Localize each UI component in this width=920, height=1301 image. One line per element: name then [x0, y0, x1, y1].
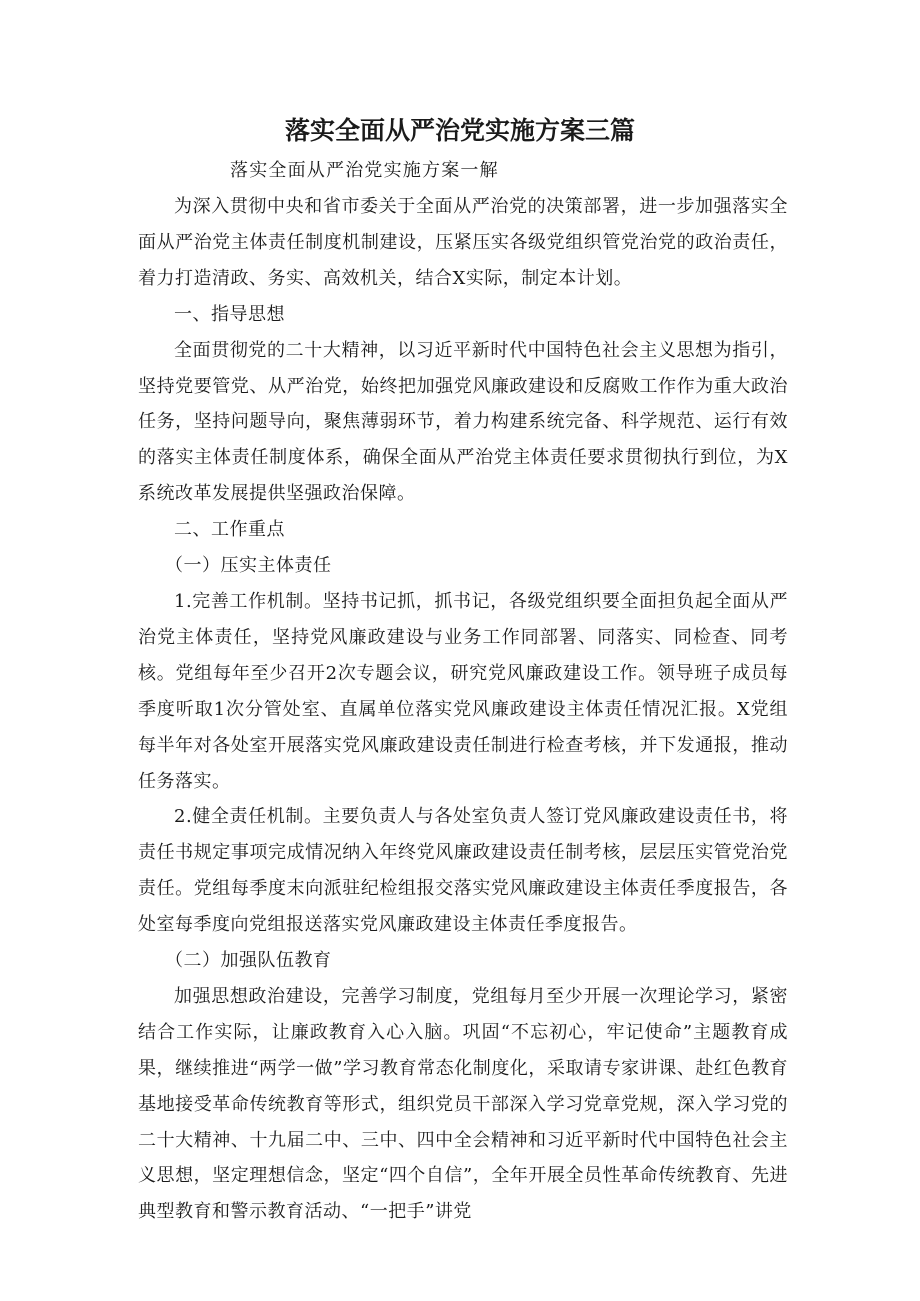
body-paragraph: 全面贯彻党的二十大精神，以习近平新时代中国特色社会主义思想为指引，坚持党要管党、从严治党，始终把加强党风廉政建设和反腐败工作作为重大政治任务，坚持问题导向，聚焦薄弱环节，着力构建系统完备、科学规范、运行有效的落实主体责任制度体系，确保全面从严治党主体责任要求贯彻执行到位，为X系统改革发展提供坚强政治保障。 — [138, 339, 788, 505]
subsection-heading: （一）压实主体责任 — [165, 555, 332, 577]
section-heading: 一、指导思想 — [174, 303, 285, 325]
section-heading: 二、工作重点 — [174, 519, 285, 541]
subsection-heading: （二）加强队伍教育 — [165, 950, 332, 972]
body-paragraph: 2.健全责任机制。主要负责人与各处室负责人签订党风廉政建设责任书，将责任书规定事项完成情况纳入年终党风廉政建设责任制考核，层层压实管党治党责任。党组每季度末向派驻纪检组报交落实党风廉政建设主体责任季度报告，各处室每季度向党组报送落实党风廉政建设主体责任季度报告。 — [138, 806, 788, 936]
document-subtitle: 落实全面从严治党实施方案一解 — [230, 160, 499, 181]
body-paragraph: 1.完善工作机制。坚持书记抓，抓书记，各级党组织要全面担负起全面从严治党主体责任，坚持党风廉政建设与业务工作同部署、同落实、同检查、同考核。党组每年至少召开2次专题会议，研究党风廉政建设工作。领导班子成员每季度听取1次分管处室、直属单位落实党风廉政建设主体责任情况汇报。X党组每半年对各处室开展落实党风廉政建设责任制进行检查考核，并下发通报，推动任务落实。 — [138, 590, 788, 792]
body-paragraph: 加强思想政治建设，完善学习制度，党组每月至少开展一次理论学习，紧密结合工作实际，让廉政教育入心入脑。巩固“不忘初心，牢记使命”主题教育成果，继续推进“两学一做”学习教育常态化制度化，采取请专家讲课、赴红色教育基地接受革命传统教育等形式，组织党员干部深入学习党章党规，深入学习党的二十大精神、十九届二中、三中、四中全会精神和习近平新时代中国特色社会主义思想，坚定理想信念，坚定“四个自信”，全年开展全员性革命传统教育、先进典型教育和警示教育活动、“一把手”讲党 — [138, 985, 788, 1223]
document-title: 落实全面从严治党实施方案三篇 — [284, 116, 635, 145]
body-paragraph: 为深入贯彻中央和省市委关于全面从严治党的决策部署，进一步加强落实全面从严治党主体责任制度机制建设，压紧压实各级党组织管党治党的政治责任，着力打造清政、务实、高效机关，结合X实际，制定本计划。 — [138, 196, 788, 289]
document-body — [138, 189, 788, 1230]
